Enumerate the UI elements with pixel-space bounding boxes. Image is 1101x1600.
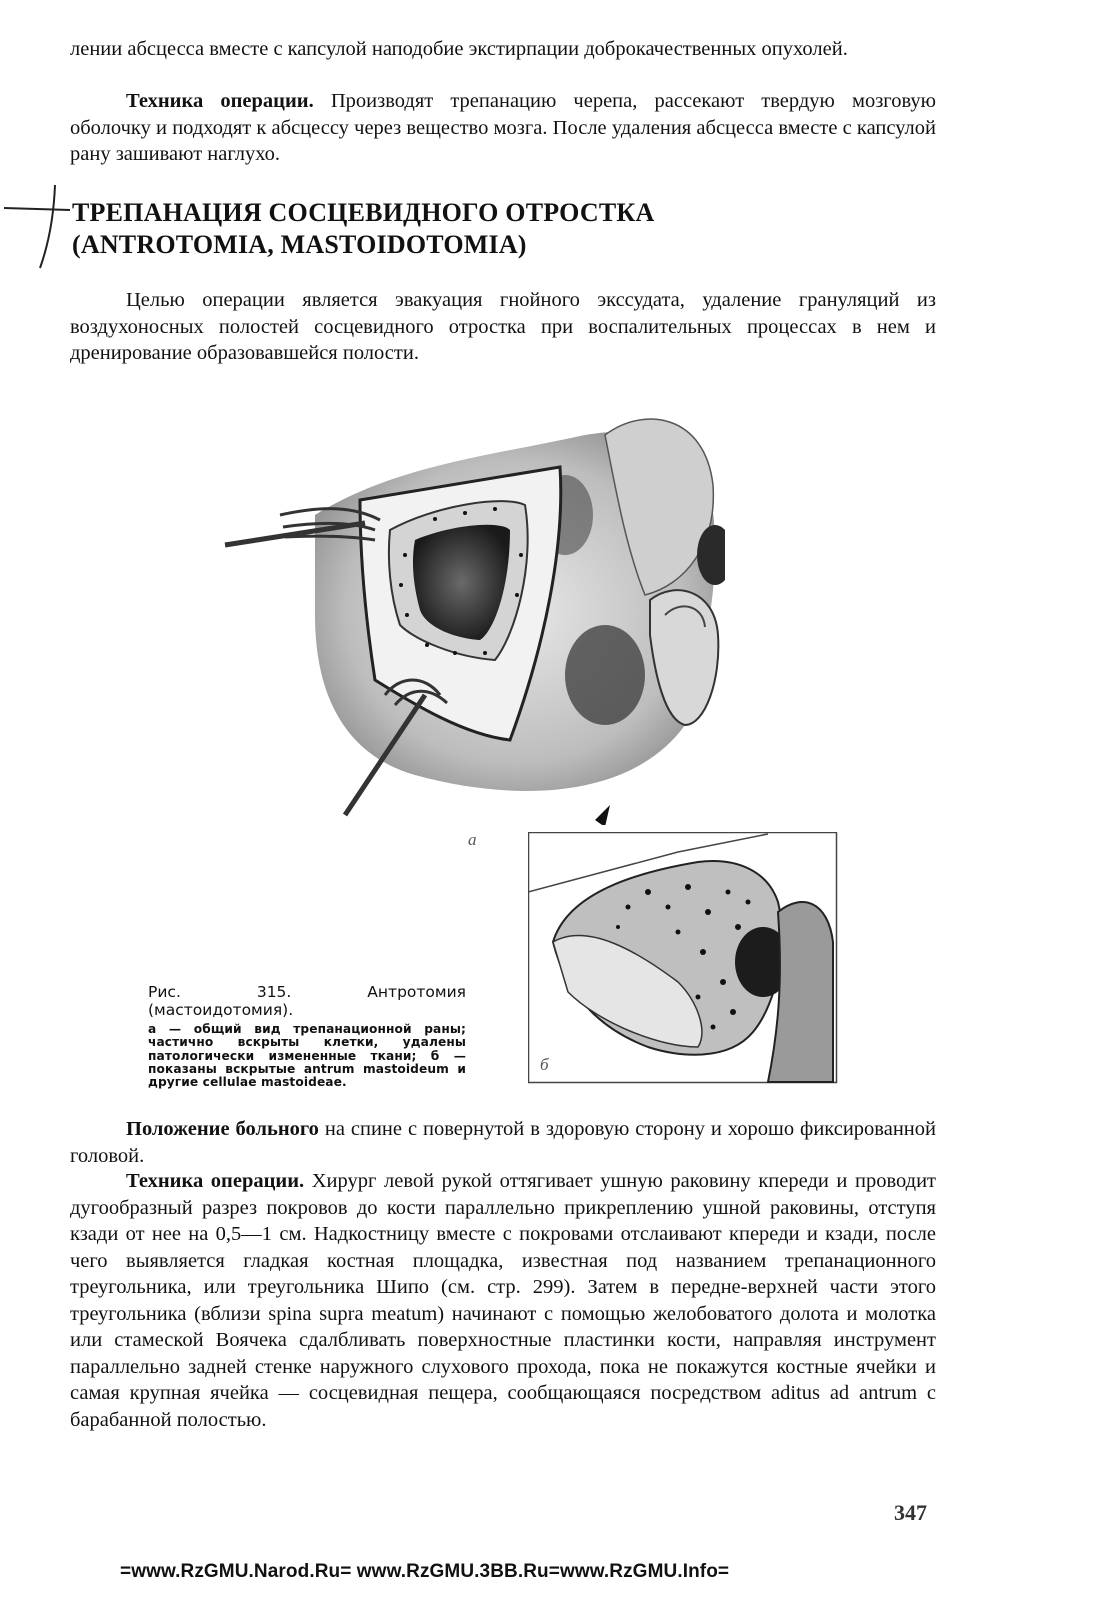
technique-text-1: Производят трепанацию черепа, рассекают твердую мозговую оболочку и подходят к абсцессу через вещество мозга. После удаления абсцесса вместе с капсулой рану зашивают наглухо.	[70, 90, 936, 165]
technique-label-2: Техника операции.	[126, 1170, 305, 1192]
footer-watermark-text: =www.RzGMU.Narod.Ru= www.RzGMU.3BB.Ru=www.RzGMU.Info=	[120, 1561, 730, 1582]
handwritten-cross-mark	[0, 180, 80, 270]
continuation-text: лении абсцесса вместе с капсулой наподобие экстирпации доброкачественных опухолей.	[70, 38, 848, 60]
technique-label-1: Техника операции.	[126, 90, 314, 112]
position-label: Положение больного	[126, 1118, 319, 1140]
position-text: на спине с повернутой в здоровую сторону и хорошо фиксированной головой.	[70, 1118, 936, 1167]
technique-paragraph-2	[70, 1168, 936, 1433]
heading-line-2: (ANTROTOMIA, MASTOIDOTOMIA)	[72, 230, 527, 259]
caption-text: а — общий вид трепанационной раны; частично вскрыты клетки, удалены патологически измененные ткани; б — показаны вскрытые antrum mastoideum и другие cellulae mastoideae.	[148, 1022, 466, 1090]
heading-line-1: ТРЕПАНАЦИЯ СОСЦЕВИДНОГО ОТРОСТКА	[72, 198, 655, 227]
section-heading	[72, 197, 654, 261]
technique-text-2: Хирург левой рукой оттягивает ушную раковину кпереди и проводит дугообразный разрез покровов до кости параллельно прикреплению ушной раковины, отступя кзади от нее на 0,5—1 см. Надкостницу вместе с покровами отслаивают кпереди и кзади, после чего выявляется гладкая костная площадка, известная под названием трепанационного треугольника, или треугольника Шипо (см. стр. 299). Затем в передне-верхней части этого треугольника (вблизи spina supra meatum) начинают с помощью желобоватого долота и молотка или стамеской Воячека сдалбливать поверхностные пластинки кости, направляя инструмент параллельно задней стенке наружного слухового прохода, пока не покажутся костные ячейки и самая крупная ячейка — сосцевидная пещера, сообщающаяся посредством aditus ad antrum с барабанной полостью.	[70, 1170, 937, 1431]
intro-paragraph: Целью операции является эвакуация гнойного экссудата, удаление грануляций из воздухоносных полостей сосцевидного отростка при воспалительных процессах в нем и дренирование образовавшейся полости.	[70, 289, 936, 364]
technique-paragraph-1	[70, 88, 936, 168]
figure-b-label: б	[540, 1055, 549, 1074]
figure-caption	[148, 983, 466, 1089]
page-number: 347	[894, 1500, 927, 1525]
figure-a-label: a	[468, 830, 477, 849]
figure-b-illustration	[528, 832, 838, 1084]
caption-title: Рис. 315. Антротомия (мастоидотомия).	[148, 983, 466, 1019]
position-paragraph	[70, 1116, 936, 1169]
figure-a-illustration	[165, 395, 725, 825]
